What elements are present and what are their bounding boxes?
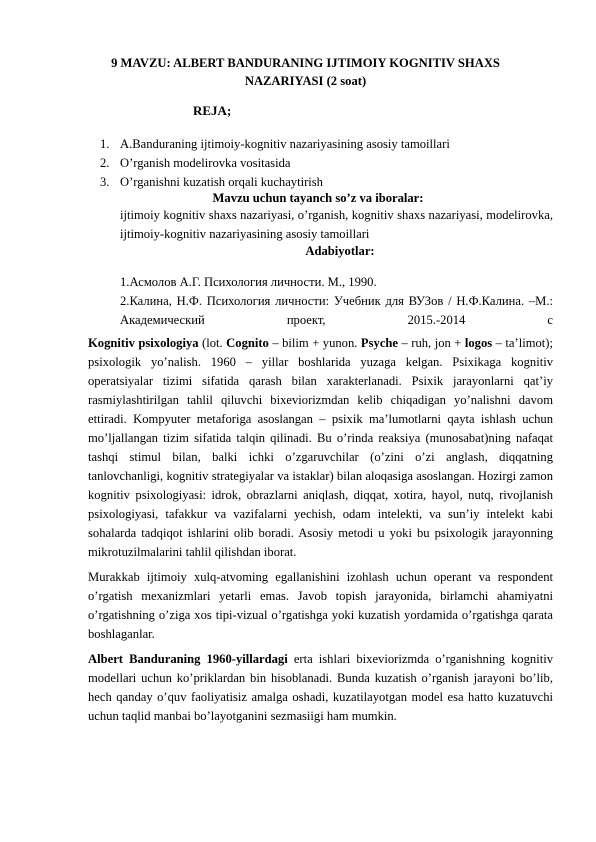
list-number: 3. xyxy=(100,175,110,189)
list-item-text: O’rganish modelirovka vositasida xyxy=(120,156,291,170)
text-span: – ruh, jon + xyxy=(398,336,465,350)
main-text xyxy=(88,334,553,732)
list-item-text: O’rganishni kuzatish orqali kuchaytirish xyxy=(120,175,323,189)
literature-heading: Adabiyotlar: xyxy=(305,244,375,258)
list-item xyxy=(100,154,450,173)
paragraph-3 xyxy=(88,650,553,726)
literature-item-2: 2.Калина, Н.Ф. Психология личности: Учебник для ВУЗов / Н.Ф.Калина. –М.: Академический проект, 2015.-2014 с xyxy=(120,294,553,327)
literature-item-1: 1.Асмолов А.Г. Психология личности. М., 1990. xyxy=(120,275,377,289)
list-item-text: A.Banduraning ijtimoiy-kognitiv nazariyasining asosiy tamoillari xyxy=(120,137,450,151)
list-number: 2. xyxy=(100,156,110,170)
bold-term: logos xyxy=(464,336,493,350)
list-number: 1. xyxy=(100,137,110,151)
keywords-heading: Mavzu uchun tayanch so’z va iboralar: xyxy=(212,191,424,205)
bold-term: Cognito xyxy=(226,336,269,350)
keywords-text: ijtimoiy kognitiv shaxs nazariyasi, o’rganish, kognitiv shaxs nazariyasi, modelirovka, ijtimoiy-kognitiv nazariyasining asosiy tamoillari xyxy=(120,208,553,241)
text-span: (lot. xyxy=(198,336,227,350)
paragraph-2: Murakkab ijtimoiy xulq-atvoming egallanishini izohlash uchun operant va respondent o’rgatish mexanizmlari yetarli emas. Javob topish jarayonida, birlamchi ahamiyatni o’rgatishning o’ziga xos tipi-vizual o’rgatishga yoki kuzatish yordamida o’rgatishga qarata boshlaganlar. xyxy=(88,570,553,641)
paragraph-1 xyxy=(88,334,553,562)
text-span: – bilim + yunon. xyxy=(268,336,361,350)
bold-term: Psyche xyxy=(360,336,398,350)
bold-term: Kognitiv psixologiya xyxy=(88,336,199,350)
plan-heading: REJA; xyxy=(193,103,232,118)
page-title: 9 MAVZU: ALBERT BANDURANING IJTIMOIY KOGNITIV SHAXS NAZARIYASI (2 soat) xyxy=(111,56,500,88)
list-item xyxy=(100,173,450,192)
bold-term: Albert Banduraning 1960-yillardagi xyxy=(88,652,288,666)
text-span: erta ishlari bixeviorizmda o’rganishning kognitiv modellari uchun ko’priklardan bin hisoblanadi. Bunda kuzatish o’rganish jarayoni bo’lib, hech qanday o’quv faoliyatisiz amalga oshadi, kuzatilayotgan model esa hatto kuzatuvchi uchun taqlid manbai bo’layotganini sezmasiigi ham mumkin. xyxy=(88,652,553,723)
plan-list xyxy=(100,135,450,192)
text-span: – ta’limot); psixologik yo’nalish. 1960 – yillar boshlarida yuzaga kelgan. Psixikaga kognitiv operatsiyalar tizimi sifatida qarash bilan xarakterlanadi. Psixik jarayonlarni qat’iy rasmiylashtirilgan tahlil qiluvchi bixeviorizmdan kelib chiqadigan yo’nalishni davom ettiradi. Kompyuter metaforiga asoslangan – psixik ma’lumotlarni qayta ishlash uchun mo’ljallangan tizim sifatida talqin qilinadi. Bu o’rinda reaksiya (munosabat)ning nafaqat tashqi stimul bilan, balki ichki o’zgaruvchilar (o’zini o’zi anglash, diqqatning tanlovchanligi, kognitiv strategiyalar va istaklar) bilan aloqasiga asoslangan. Hozirgi zamon kognitiv psixologiyasi: idrok, obrazlarni aniqlash, diqqat, xotira, hayol, nutq, rivojlanish psixologiyasi, tafakkur va vazifalarni yechish, odam intelekti, va sun’iy intelekt kabi sohalarda tadqiqot ishlarini olib boradi. Asosiy metodi u yoki bu psixologik jarayonning mikrotuzilmalarini tahlil qilishdan iborat. xyxy=(88,336,553,559)
list-item xyxy=(100,135,450,154)
